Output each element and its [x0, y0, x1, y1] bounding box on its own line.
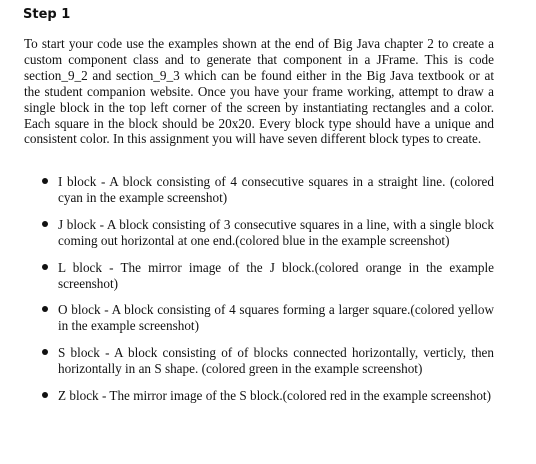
list-item-z-block: [24, 388, 494, 404]
bullet-icon: [42, 178, 48, 184]
list-item-text: Z block - The mirror image of the S block.(colored red in the example screenshot): [58, 388, 491, 404]
block-type-list: [24, 174, 494, 404]
intro-paragraph: To start your code use the examples shown at the end of Big Java chapter 2 to create a custom component class and to generate that component in a JFrame. This is code section_9_2 and section_9_3 which can be found either in the Big Java textbook or at the student companion website. Once you have your frame working, attempt to draw a single block in the top left corner of the screen by instantiating rectangles and a color. Each square in the block should be 20x20. Every block type should have a unique and consistent color. In this assignment you will have seven different block types to create.: [24, 36, 494, 147]
list-item-o-block: [24, 302, 494, 334]
bullet-icon: [42, 392, 48, 398]
bullet-icon: [42, 306, 48, 312]
bullet-icon: [42, 221, 48, 227]
list-item-text: I block - A block consisting of 4 consecutive squares in a straight line. (colored cyan in the example screenshot): [58, 174, 494, 205]
list-item-text: O block - A block consisting of 4 squares forming a larger square.(colored yellow in the example screenshot): [58, 302, 494, 334]
list-item-j-block: [24, 217, 494, 249]
list-item-text: L block - The mirror image of the J block.(colored orange in the example screenshot): [58, 259, 494, 291]
step-heading: Step 1: [23, 7, 71, 22]
bullet-icon: [42, 264, 48, 270]
list-item-text: S block - A block consisting of of blocks connected horizontally, verticly, then horizontally in an S shape. (colored green in the example screenshot): [58, 345, 494, 377]
list-item-l-block: [24, 260, 494, 292]
list-item-i-block: [24, 174, 494, 206]
list-item-text: J block - A block consisting of 3 consecutive squares in a line, with a single block coming out horizontal at one end.(colored blue in the example screenshot): [58, 216, 494, 248]
bullet-icon: [42, 349, 48, 355]
list-item-s-block: [24, 345, 494, 377]
